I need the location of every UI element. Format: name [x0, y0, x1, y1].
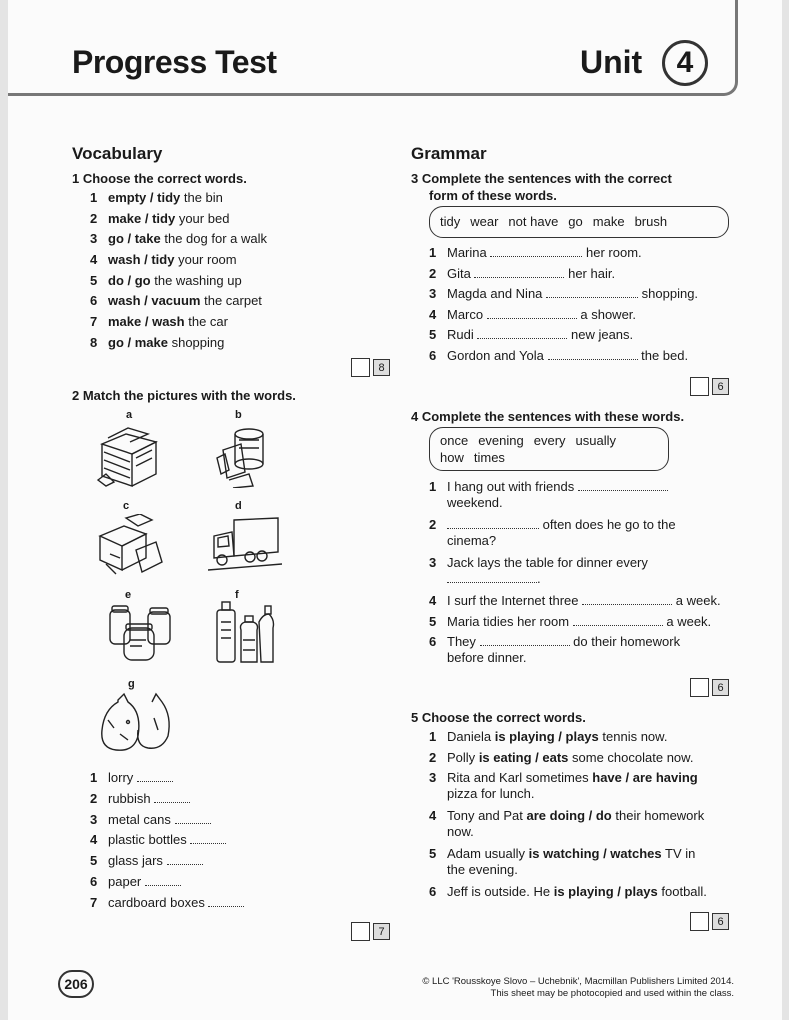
exercise-4-score — [690, 678, 729, 697]
worksheet-page — [8, 0, 782, 1020]
exercise-3-word-box: tidy wear not have go make brush — [429, 206, 729, 238]
score-max: 8 — [373, 359, 390, 376]
ex4-item[interactable]: 6 They do their homework before dinner. — [429, 634, 681, 665]
ex4-item[interactable]: 3 Jack lays the table for dinner every . — [429, 555, 648, 586]
score-max: 6 — [712, 679, 729, 696]
ex2-item[interactable]: 1 lorry — [90, 770, 244, 791]
ex1-item[interactable]: 6 wash / vacuum the carpet — [90, 293, 262, 309]
plastic-bottles-picture[interactable] — [213, 600, 277, 666]
ex5-item[interactable]: 2 Polly is eating / eats some chocolate now. — [429, 749, 694, 765]
exercise-5-score — [690, 912, 729, 931]
ex1-item[interactable]: 3 go / take the dog for a walk — [90, 231, 267, 247]
rubbish-bags-picture[interactable] — [98, 690, 174, 754]
unit-number-badge: 4 — [662, 40, 708, 86]
ex4-item[interactable]: 2 often does he go to the cinema? — [429, 517, 676, 548]
ex5-item[interactable]: 4 Tony and Pat are doing / do their homework now. — [429, 808, 705, 839]
newspapers-picture[interactable] — [96, 424, 162, 488]
vocabulary-heading: Vocabulary — [72, 144, 163, 163]
ex3-item[interactable]: 2 Gita her hair. — [429, 265, 616, 281]
exercise-1-title: 1 Choose the correct words. — [72, 171, 247, 186]
copyright-notice: © LLC 'Rousskoye Slovo – Uchebnik', Macmillan Publishers Limited 2014. This sheet may be photocopied and used within the class. — [422, 976, 734, 999]
exercise-3-score — [690, 377, 729, 396]
grammar-heading: Grammar — [411, 144, 487, 163]
ex2-item[interactable]: 6 paper — [90, 874, 244, 895]
picture-label: d — [235, 500, 242, 512]
picture-label: g — [128, 678, 135, 690]
score-max: 6 — [712, 378, 729, 395]
ex3-item[interactable]: 6 Gordon and Yola the bed. — [429, 347, 689, 363]
picture-label: e — [125, 589, 132, 601]
ex2-item[interactable]: 5 glass jars — [90, 853, 244, 874]
exercise-2-list — [90, 770, 244, 916]
ex3-item[interactable]: 5 Rudi new jeans. — [429, 327, 634, 342]
exercise-1-list — [90, 190, 267, 356]
picture-label: f — [235, 589, 239, 601]
score-max: 7 — [373, 923, 390, 940]
ex1-item[interactable]: 5 do / go the washing up — [90, 272, 242, 288]
picture-label: b — [235, 409, 242, 421]
ex2-item[interactable]: 2 rubbish — [90, 791, 244, 812]
ex5-item[interactable]: 5 Adam usually is watching / watches TV in the evening. — [429, 846, 696, 877]
score-entry-box[interactable] — [351, 922, 370, 941]
ex4-item[interactable]: 5 Maria tidies her room a week. — [429, 613, 712, 629]
ex3-item[interactable]: 3 Magda and Nina shopping. — [429, 286, 699, 301]
lorry-picture[interactable] — [208, 514, 282, 574]
exercise-3-list — [429, 245, 698, 368]
score-entry-box[interactable] — [690, 912, 709, 931]
exercise-2-score — [351, 922, 390, 941]
page-number: 206 — [58, 970, 94, 998]
exercise-4-list — [429, 479, 721, 672]
score-entry-box[interactable] — [690, 678, 709, 697]
ex3-item[interactable]: 1 Marina her room. — [429, 245, 642, 260]
ex5-item[interactable]: 3 Rita and Karl sometimes have / are having pizza for lunch. — [429, 770, 698, 801]
glass-jars-picture[interactable] — [106, 602, 176, 664]
exercise-5-title: 5 Choose the correct words. — [411, 710, 586, 725]
page-title: Progress Test — [72, 44, 277, 80]
exercise-2-title: 2 Match the pictures with the words. — [72, 388, 296, 403]
exercise-5-list — [429, 729, 707, 905]
ex3-item[interactable]: 4 Marco a shower. — [429, 306, 637, 322]
ex5-item[interactable]: 1 Daniela is playing / plays tennis now. — [429, 729, 668, 744]
ex1-item[interactable]: 2 make / tidy your bed — [90, 210, 230, 226]
ex1-item[interactable]: 8 go / make shopping — [90, 334, 225, 350]
picture-label: a — [126, 409, 133, 421]
exercise-3-title: 3 Complete the sentences with the correct form of these words. — [411, 171, 672, 203]
metal-cans-picture[interactable] — [213, 424, 275, 488]
ex1-item[interactable]: 1 empty / tidy the bin — [90, 190, 223, 205]
score-entry-box[interactable] — [351, 358, 370, 377]
ex4-item[interactable]: 1 I hang out with friends weekend. — [429, 479, 721, 517]
ex1-item[interactable]: 7 make / wash the car — [90, 314, 228, 330]
exercise-4-word-box: once evening every usually how times — [429, 427, 669, 471]
ex1-item[interactable]: 4 wash / tidy your room — [90, 252, 237, 268]
score-max: 6 — [712, 913, 729, 930]
ex4-item[interactable]: 4 I surf the Internet three a week. — [429, 593, 721, 608]
ex5-item[interactable]: 6 Jeff is outside. He is playing / plays football. — [429, 884, 707, 899]
exercise-1-score — [351, 358, 390, 377]
ex2-item[interactable]: 4 plastic bottles — [90, 832, 244, 853]
ex2-item[interactable]: 7 cardboard boxes — [90, 895, 244, 916]
cardboard-boxes-picture[interactable] — [96, 514, 164, 578]
exercise-4-title: 4 Complete the sentences with these words. — [411, 409, 685, 424]
score-entry-box[interactable] — [690, 377, 709, 396]
ex2-item[interactable]: 3 metal cans — [90, 812, 244, 833]
unit-label: Unit — [580, 44, 643, 80]
picture-label: c — [123, 500, 130, 512]
